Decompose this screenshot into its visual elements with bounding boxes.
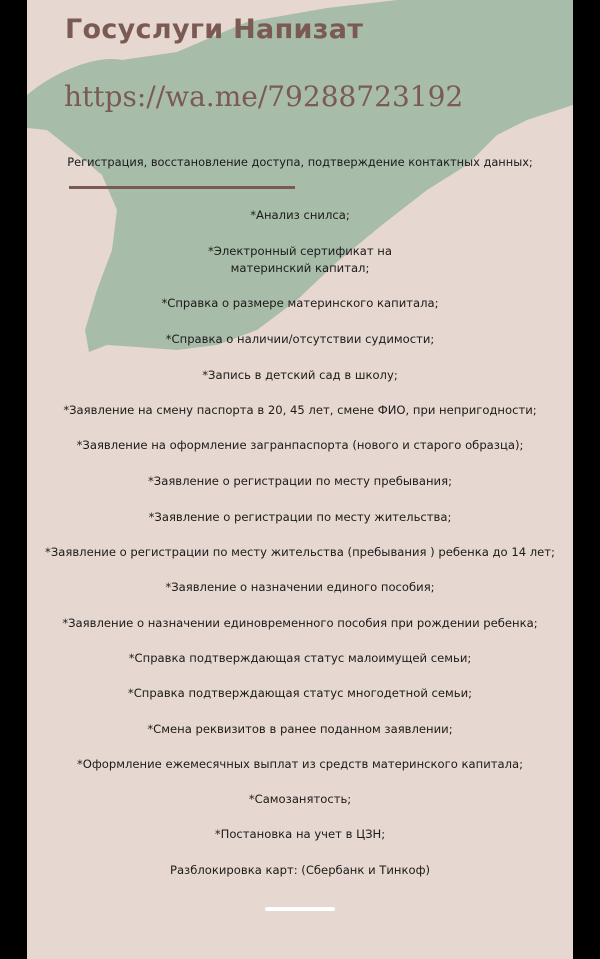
service-item: *Заявление на смену паспорта в 20, 45 лет, смене ФИО, при непригодности; bbox=[63, 403, 537, 417]
service-item: *Заявление о назначении единовременного пособия при рождении ребенка; bbox=[62, 616, 538, 630]
service-item: *Заявление на оформление загранпаспорта (нового и старого образца); bbox=[76, 438, 524, 452]
service-item: *Справка подтверждающая статус малоимущей семьи; bbox=[128, 651, 472, 665]
divider bbox=[69, 186, 295, 189]
service-item: *Заявление о регистрации по месту жительства (пребывания ) ребенка до 14 лет; bbox=[45, 545, 555, 559]
intro-text: Регистрация, восстановление доступа, подтверждение контактных данных; bbox=[67, 155, 533, 169]
service-item: *Справка подтверждающая статус многодетной семьи; bbox=[127, 686, 473, 700]
service-item: *Анализ снилса; bbox=[250, 208, 350, 222]
service-item: *Постановка на учет в ЦЗН; bbox=[214, 827, 386, 841]
page-title: Госуслуги Напизат bbox=[65, 14, 364, 45]
whatsapp-link[interactable]: https://wa.me/79288723192 bbox=[64, 80, 464, 113]
poster bbox=[27, 0, 573, 959]
home-indicator[interactable] bbox=[265, 907, 335, 911]
service-item: *Справка о наличии/отсутствии судимости; bbox=[165, 332, 435, 346]
service-item: *Справка о размере материнского капитала; bbox=[161, 296, 439, 310]
service-item: *Заявление о регистрации по месту жительства; bbox=[148, 510, 452, 524]
service-item: *Смена реквизитов в ранее поданном заявлении; bbox=[147, 722, 453, 736]
service-item: *Запись в детский сад в школу; bbox=[202, 368, 398, 382]
service-item: *Электронный сертификат на материнский капитал; bbox=[207, 244, 392, 275]
service-item: *Самозанятость; bbox=[248, 792, 352, 806]
service-item: *Заявление о назначении единого пособия; bbox=[165, 580, 435, 594]
service-item: *Оформление ежемесячных выплат из средств материнского капитала; bbox=[76, 757, 524, 771]
service-item: Разблокировка карт: (Сбербанк и Тинкоф) bbox=[169, 863, 431, 877]
service-item: *Заявление о регистрации по месту пребывания; bbox=[148, 474, 452, 488]
